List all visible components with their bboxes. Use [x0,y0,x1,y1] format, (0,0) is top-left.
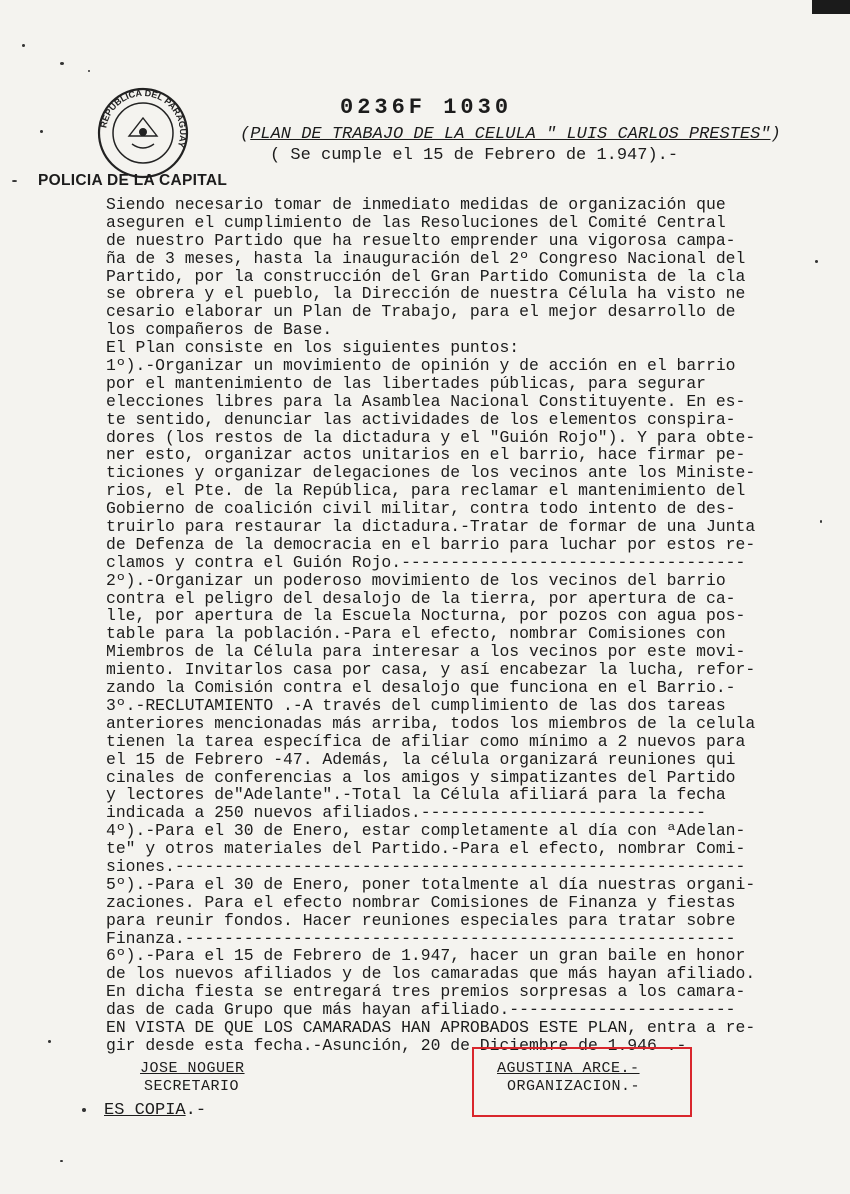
body-line: das de cada Grupo que más hayan afiliado.----------------------- [106,1000,736,1020]
body-line: 2º).-Organizar un poderoso movimiento de los vecinos del barrio [106,570,726,590]
plan-title-open: ( [240,125,251,144]
body-line: zando la Comisión contra el desalojo que funciona en el Barrio.- [106,678,736,698]
body-line: de Defenza de la democracia en el barrio para luchar por estos re- [106,534,756,554]
scan-speck [60,1160,63,1162]
signature-highlight-box [472,1047,692,1117]
body-line: tienen la tarea específica de afiliar como mínimo a 2 nuevos para [106,731,746,751]
body-line: 5º).-Para el 30 de Enero, poner totalmente al día nuestras organi- [106,874,756,894]
es-copia-label: ES COPIA [104,1101,186,1120]
body-line: Partido, por la construcción del Gran Partido Comunista de la cla [106,266,746,286]
document-number: 0236F 1030 [340,95,513,120]
plan-title-close: ) [770,125,781,144]
scan-speck [40,130,43,133]
body-line: Siendo necesario tomar de inmediato medidas de organización que [106,195,726,214]
body-line: EN VISTA DE QUE LOS CAMARADAS HAN APROBADOS ESTE PLAN, entra a re- [106,1017,756,1037]
body-line: elecciones libres para la Asamblea Nacional Constituyente. En es- [106,391,746,411]
signature-name: AGUSTINA ARCE.- [497,1060,640,1077]
body-line: truirlo para restaurar la dictadura.-Tratar de formar de una Junta [106,517,756,537]
body-line: y lectores de"Adelante".-Total la Célula afiliará para la fecha [106,785,726,805]
scan-speck [12,180,17,182]
plan-subtitle: ( Se cumple el 15 de Febrero de 1.947).- [270,146,679,165]
body-line: clamos y contra el Guión Rojo.----------------------------------- [106,552,746,572]
body-line: para reunir fondos. Hacer reuniones especiales para tratar sobre [106,910,736,930]
body-line: Finanza.-------------------------------------------------------- [106,928,736,948]
signature-secretary [140,1060,245,1096]
es-copia-note [104,1101,206,1120]
scan-speck [82,1108,86,1112]
body-line: siones.---------------------------------------------------------- [106,856,746,876]
scan-speck [815,260,818,263]
body-line: el 15 de Febrero -47. Además, la célula organizará reuniones qui [106,749,736,769]
signature-role: SECRETARIO [144,1078,240,1095]
body-line: cesario elaborar un Plan de Trabajo, para el mejor desarrollo de [106,302,736,322]
seal-text: REPUBLICA DEL PARAGUAY [98,87,189,149]
body-line: te" y otros materiales del Partido.-Para el efecto, nombrar Comi- [106,839,746,859]
body-line: lle, por apertura de la Escuela Nocturna, por pozos con agua pos- [106,606,746,626]
plan-title-text: PLAN DE TRABAJO DE LA CELULA " LUIS CARLOS PRESTES" [250,125,771,144]
body-line: gir desde esta fecha.-Asunción, 20 de Diciembre de 1.946 .- [106,1035,687,1055]
body-line: 1º).-Organizar un movimiento de opinión y de acción en el barrio [106,356,736,376]
body-line: por el mantenimiento de las libertades públicas, para segurar [106,373,706,393]
police-header-label: POLICIA DE LA CAPITAL [38,172,228,189]
body-line: de nuestro Partido que ha resuelto emprender una vigorosa campa- [106,230,736,250]
official-seal-icon [96,86,190,180]
body-line: 3º.-RECLUTAMIENTO .-A través del cumplimiento de las dos tareas [106,695,726,715]
scan-speck [22,44,25,47]
scan-speck [48,1040,51,1043]
body-line: zaciones. Para el efecto nombrar Comisiones de Finanza y fiestas [106,892,736,912]
body-line: miento. Invitarlos casa por casa, y así encabezar la lucha, refor- [106,660,756,680]
signature-role: ORGANIZACION.- [507,1078,641,1095]
body-line: ner esto, organizar actos unitarios en el barrio, hace firmar pe- [106,445,746,465]
body-line: de los nuevos afiliados y de los camaradas que más hayan afiliado. [106,964,756,984]
body-line: dores (los restos de la dictadura y el "Guión Rojo"). Y para obte- [106,427,756,447]
plan-title [240,125,781,144]
body-line: ticiones y organizar delegaciones de los vecinos ante los Ministe- [106,463,756,483]
body-line: Miembros de la Célula para interesar a los vecinos por este movi- [106,642,746,662]
es-copia-suffix: .- [185,1101,207,1120]
signature-name: JOSE NOGUER [140,1060,245,1077]
body-line: los compañeros de Base. [106,320,333,340]
body-line: En dicha fiesta se entregará tres premios sorpresas a los camara- [106,982,746,1002]
body-line: aseguren el cumplimiento de las Resoluciones del Comité Central [106,212,726,232]
body-line: contra el peligro del desalojo de la tierra, por apertura de ca- [106,588,736,608]
scan-speck [60,62,64,65]
body-line: rios, el Pte. de la República, para reclamar el mantenimiento del [106,481,746,501]
body-line: cinales de conferencias a los amigos y simpatizantes del Partido [106,767,736,787]
body-line: table para la población.-Para el efecto, nombrar Comisiones con [106,624,726,644]
body-line: anteriores mencionadas más arriba, todos los miembros de la celula [106,713,756,733]
body-line: El Plan consiste en los siguientes puntos: [106,338,520,358]
plan-body [106,196,806,1055]
scan-speck [88,70,90,72]
body-line: 4º).-Para el 30 de Enero, estar completamente al día con ªAdelan- [106,821,746,841]
body-line: ña de 3 meses, hasta la inauguración del 2º Congreso Nacional del [106,248,746,268]
body-line: te sentido, denunciar las actividades de los elementos conspira- [106,409,736,429]
body-line: 6º).-Para el 15 de Febrero de 1.947, hacer un gran baile en honor [106,946,746,966]
body-line: indicada a 250 nuevos afiliados.----------------------------- [106,803,706,823]
scan-edge-mark [812,0,850,14]
body-line: Gobierno de coalición civil militar, contra todo intento de des- [106,499,736,519]
scan-speck [820,520,822,523]
body-line: se obrera y el pueblo, la Dirección de nuestra Célula ha visto ne [106,284,746,304]
